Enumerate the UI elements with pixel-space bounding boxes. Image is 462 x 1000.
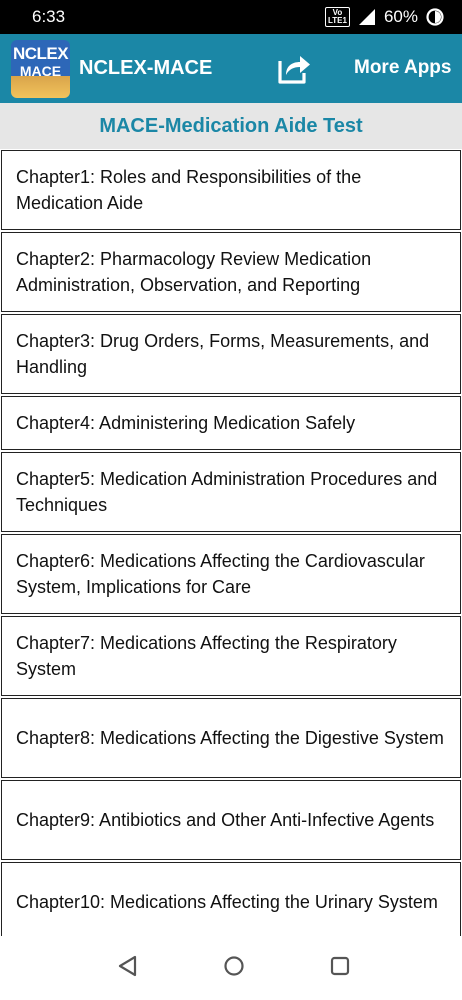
page-title: MACE-Medication Aide Test [0, 103, 462, 149]
recents-square-icon[interactable] [328, 954, 352, 978]
home-circle-icon[interactable] [222, 954, 246, 978]
chapter-item-6[interactable]: Chapter6: Medications Affecting the Cardiovascular System, Implications for Care [1, 534, 461, 614]
chapter-item-8[interactable]: Chapter8: Medications Affecting the Digestive System [1, 698, 461, 778]
chapter-item-1[interactable]: Chapter1: Roles and Responsibilities of the Medication Aide [1, 150, 461, 230]
battery-icon [426, 8, 444, 26]
chapter-item-2[interactable]: Chapter2: Pharmacology Review Medication Administration, Observation, and Reporting [1, 232, 461, 312]
chapter-item-7[interactable]: Chapter7: Medications Affecting the Respiratory System [1, 616, 461, 696]
status-bar [0, 0, 462, 34]
chapter-item-5[interactable]: Chapter5: Medication Administration Procedures and Techniques [1, 452, 461, 532]
status-time: 6:33 [32, 7, 66, 26]
chapter-item-4[interactable]: Chapter4: Administering Medication Safely [1, 396, 461, 450]
battery-percent: 60% [383, 7, 418, 26]
system-nav-bar [0, 936, 462, 1000]
chapter-list [0, 149, 462, 936]
app-logo: NCLEX MACE [11, 40, 70, 98]
app-bar [0, 34, 462, 103]
chapter-item-9[interactable]: Chapter9: Antibiotics and Other Anti-Infective Agents [1, 780, 461, 860]
signal-icon [358, 8, 376, 26]
more-apps-button[interactable]: More Apps [354, 57, 452, 78]
chapter-item-10[interactable]: Chapter10: Medications Affecting the Urinary System [1, 862, 461, 936]
back-triangle-icon[interactable] [116, 954, 140, 978]
app-title: NCLEX-MACE [79, 57, 213, 79]
share-icon[interactable] [276, 51, 312, 85]
chapter-item-3[interactable]: Chapter3: Drug Orders, Forms, Measurements, and Handling [1, 314, 461, 394]
volte-icon: Vo LTE1 [325, 7, 350, 27]
status-icons [325, 7, 444, 27]
